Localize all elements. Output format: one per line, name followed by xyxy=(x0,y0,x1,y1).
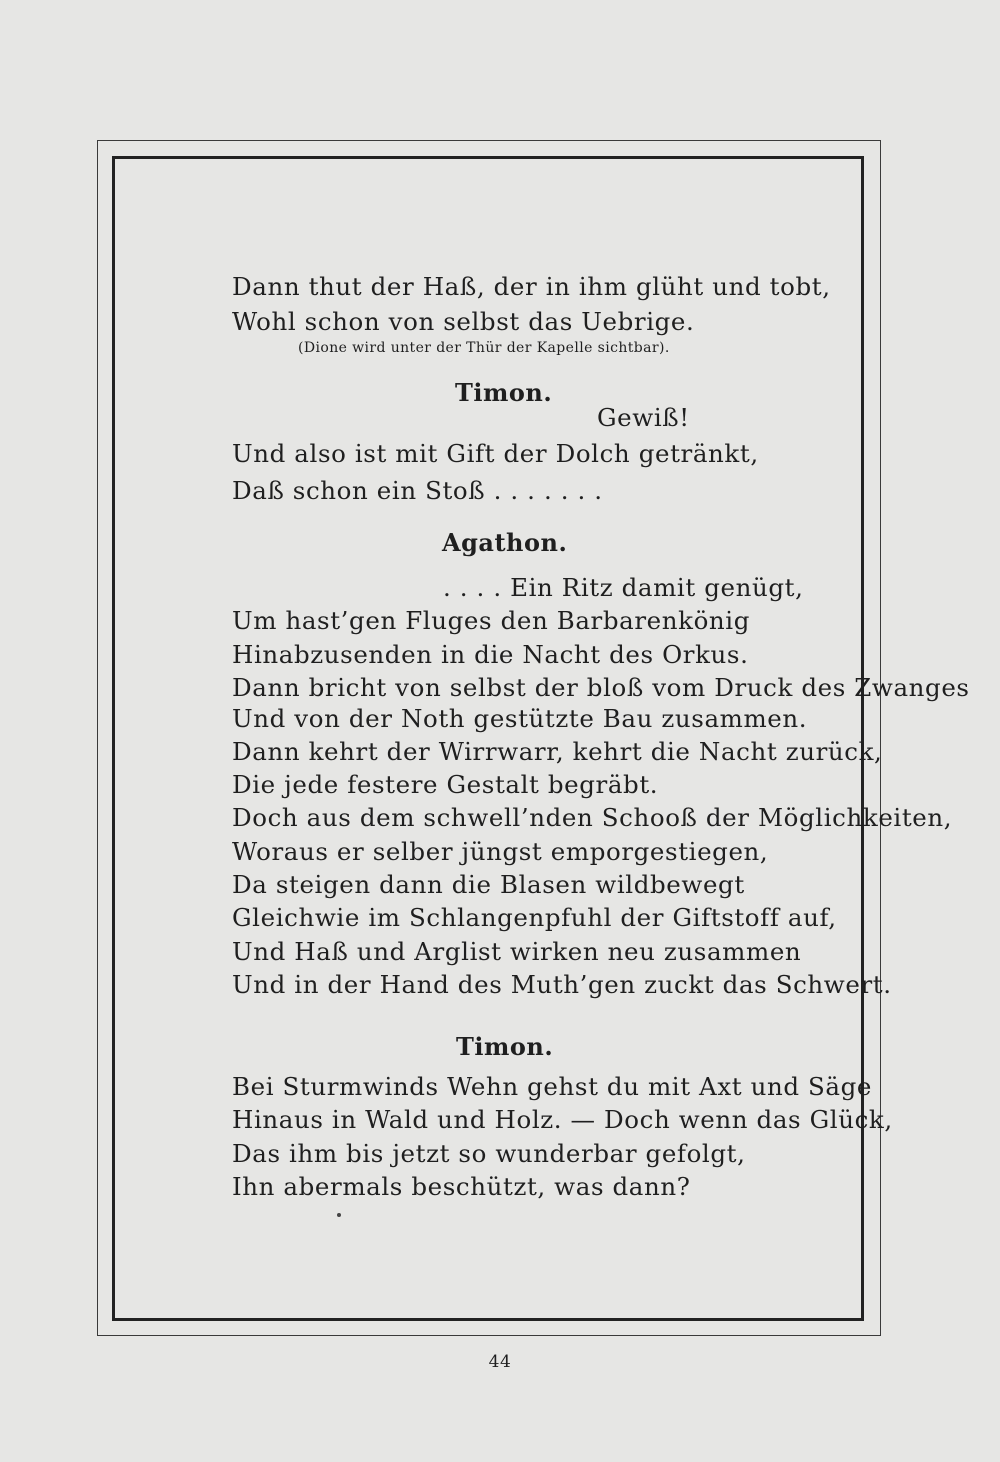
verse-line: Gleichwie im Schlangenpfuhl der Giftstoff auf, xyxy=(232,903,837,932)
verse-line: Bei Sturmwinds Wehn gehst du mit Axt und Säge xyxy=(232,1072,873,1101)
verse-line: Hinabzusenden in die Nacht des Orkus. xyxy=(232,640,749,669)
verse-line: Dann kehrt der Wirrwarr, kehrt die Nacht zurück, xyxy=(232,737,883,766)
verse-line: Hinaus in Wald und Holz. — Doch wenn das Glück, xyxy=(232,1105,893,1134)
verse-line: Um hast’gen Fluges den Barbarenkönig xyxy=(232,606,751,635)
verse-line: Dann bricht von selbst der bloß vom Druck des Zwanges xyxy=(232,673,970,702)
stage-direction: (Dione wird unter der Thür der Kapelle sichtbar). xyxy=(298,340,670,356)
verse-line: Und von der Noth gestützte Bau zusammen. xyxy=(232,704,808,733)
verse-line: Da steigen dann die Blasen wildbewegt xyxy=(232,870,745,899)
verse-line: Und in der Hand des Muth’gen zuckt das Schwert. xyxy=(232,970,892,999)
verse-line: Ihn abermals beschützt, was dann? xyxy=(232,1172,691,1201)
verse-line: Wohl schon von selbst das Uebrige. xyxy=(232,307,695,336)
page-number: 44 xyxy=(488,1352,512,1372)
verse-line: Daß schon ein Stoß . . . . . . . xyxy=(232,476,603,505)
verse-line: Gewiß! xyxy=(597,403,690,432)
verse-line: Und also ist mit Gift der Dolch getränkt, xyxy=(232,439,759,468)
speaker-name-agathon: Agathon. xyxy=(442,528,568,557)
verse-line: Doch aus dem schwell’nden Schooß der Möglichkeiten, xyxy=(232,803,953,832)
verse-line: Und Haß und Arglist wirken neu zusammen xyxy=(232,937,802,966)
verse-line: Woraus er selber jüngst emporgestiegen, xyxy=(232,837,769,866)
verse-line: Dann thut der Haß, der in ihm glüht und tobt, xyxy=(232,272,831,301)
speaker-name-timon: Timon. xyxy=(455,378,553,407)
verse-line: Die jede festere Gestalt begräbt. xyxy=(232,770,659,799)
print-speck xyxy=(337,1213,341,1217)
verse-line: . . . . Ein Ritz damit genügt, xyxy=(443,573,804,602)
speaker-name-timon: Timon. xyxy=(456,1032,554,1061)
verse-line: Das ihm bis jetzt so wunderbar gefolgt, xyxy=(232,1139,746,1168)
